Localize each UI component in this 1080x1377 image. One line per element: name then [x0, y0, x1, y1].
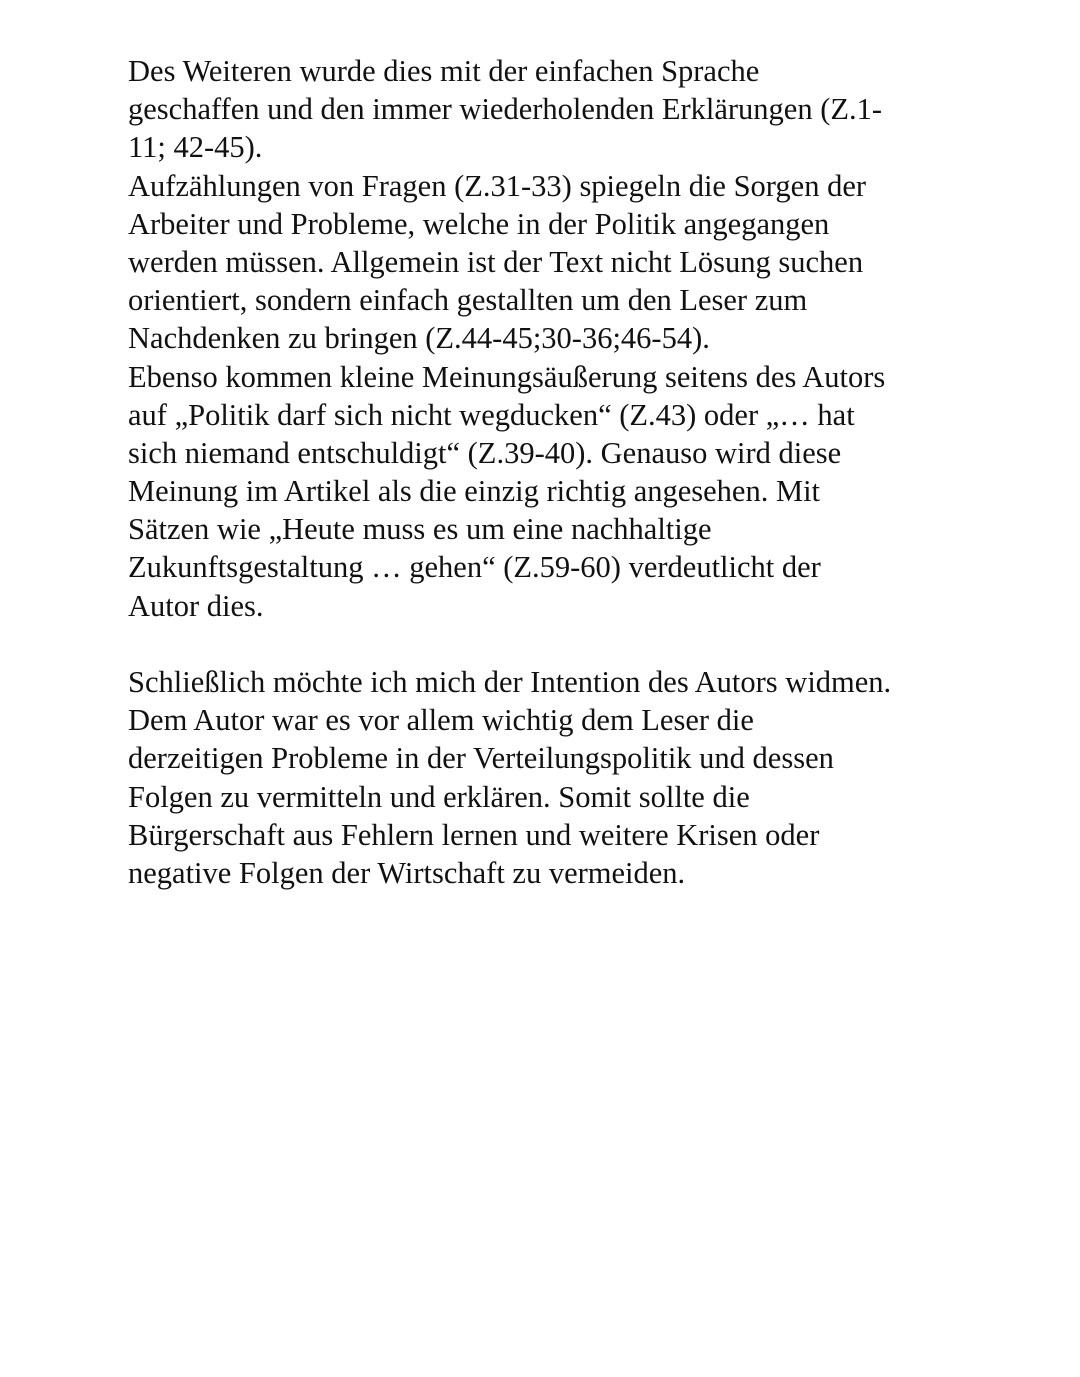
text-line: auf „Politik darf sich nicht wegducken“ (Z.43) oder „… hat: [128, 397, 855, 432]
text-line: Dem Autor war es vor allem wichtig dem Leser die: [128, 703, 754, 738]
text-line: Zukunftsgestaltung … gehen“ (Z.59-60) verdeutlicht der: [128, 550, 821, 585]
paragraph-spacer: [128, 625, 968, 663]
text-line: werden müssen. Allgemein ist der Text nicht Lösung suchen: [128, 244, 864, 279]
text-line: 11; 42-45).: [128, 130, 263, 165]
text-line: Des Weiteren wurde dies mit der einfachen Sprache: [128, 54, 760, 88]
text-line: negative Folgen der Wirtschaft zu vermeiden.: [128, 855, 686, 890]
text-line: Schließlich möchte ich mich der Intention des Autors widmen.: [128, 665, 892, 699]
text-line: Ebenso kommen kleine Meinungsäußerung seitens des Autors: [128, 359, 886, 394]
paragraph-intention: [128, 663, 968, 892]
paragraph-style-analysis: [128, 52, 968, 625]
text-line: Aufzählungen von Fragen (Z.31-33) spiegeln die Sorgen der: [128, 168, 867, 203]
document-page: [128, 52, 968, 892]
text-line: Bürgerschaft aus Fehlern lernen und weitere Krisen oder: [128, 817, 820, 852]
text-line: orientiert, sondern einfach gestallten um den Leser zum: [128, 283, 808, 318]
text-line: Autor dies.: [128, 588, 264, 623]
text-line: Arbeiter und Probleme, welche in der Politik angegangen: [128, 206, 830, 241]
text-line: Sätzen wie „Heute muss es um eine nachhaltige: [128, 512, 712, 547]
text-line: Meinung im Artikel als die einzig richtig angesehen. Mit: [128, 474, 821, 509]
text-line: sich niemand entschuldigt“ (Z.39-40). Genauso wird diese: [128, 435, 842, 470]
text-line: geschaffen und den immer wiederholenden Erklärungen (Z.1-: [128, 92, 883, 127]
text-line: Nachdenken zu bringen (Z.44-45;30-36;46-54).: [128, 321, 710, 356]
text-line: Folgen zu vermitteln und erklären. Somit sollte die: [128, 779, 750, 814]
text-line: derzeitigen Probleme in der Verteilungspolitik und dessen: [128, 741, 834, 776]
